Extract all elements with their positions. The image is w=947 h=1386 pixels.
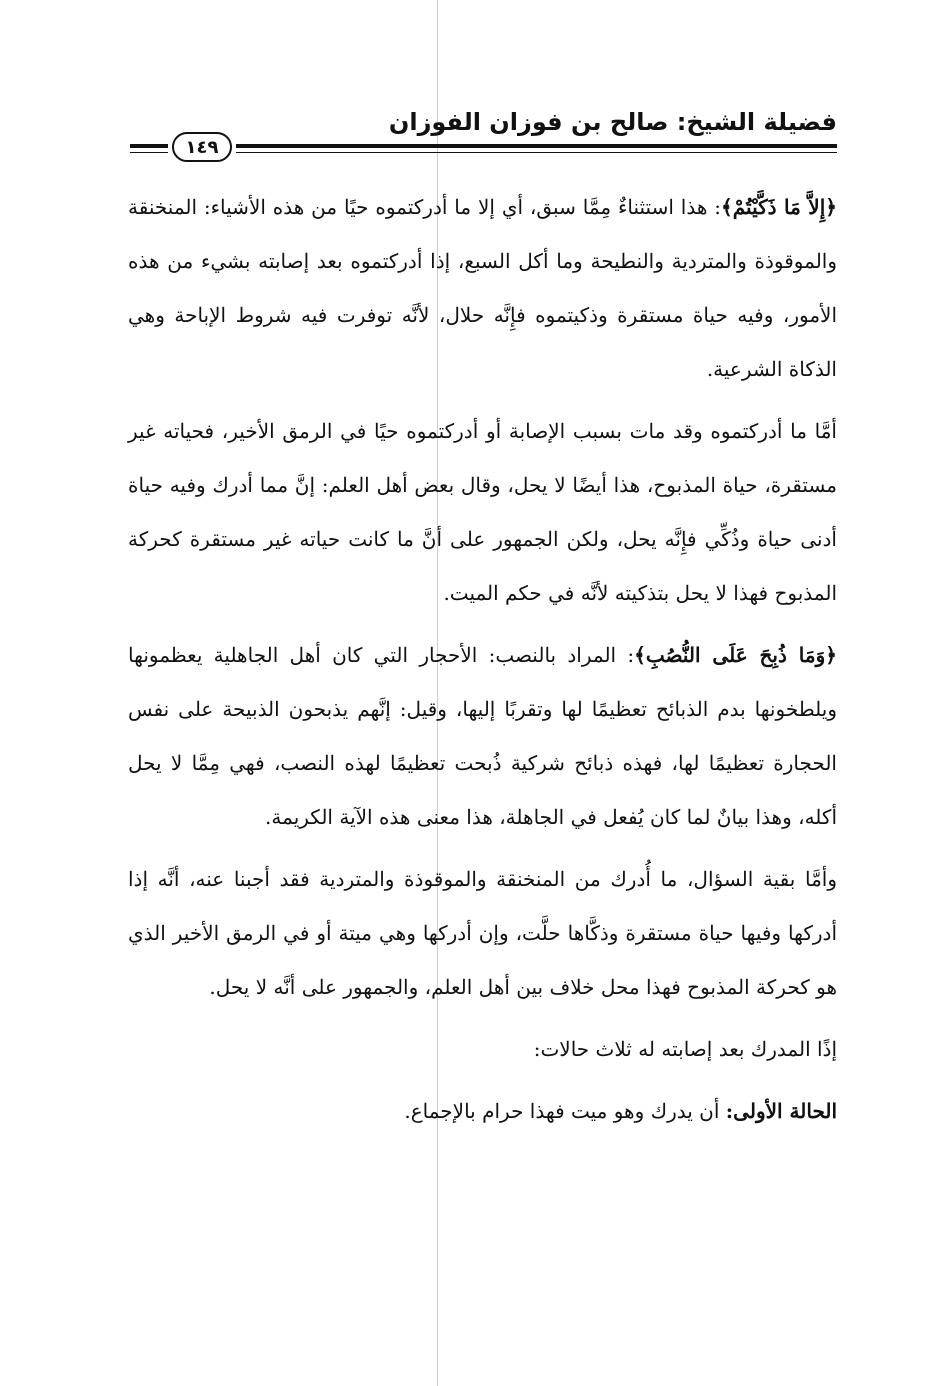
body-text — [128, 180, 837, 1146]
paragraph-2 — [128, 404, 837, 620]
header-rule-left-thin — [130, 152, 168, 153]
header-rule-thin — [236, 152, 837, 153]
paragraph-text: : المراد بالنصب: الأحجار التي كان أهل الجاهلية يعظمونها ويلطخونها بدم الذبائح تعظيمًا لها وتقربًا إليها، وقيل: إنَّهم يذبحون الذبيحة على نفس الحجارة تعظيمًا لها، فهذه ذبائح شركية ذُبحت تعظيمًا لهذه النصب، فهي مِمَّا لا يحل أكله، وهذا بيانٌ لما كان يُفعل في الجاهلة، هذا معنى هذه الآية الكريمة. — [128, 643, 837, 829]
paragraph-1 — [128, 180, 837, 396]
paragraph-3 — [128, 628, 837, 844]
quran-quote: ﴿إِلاَّ مَا ذَكَّيْتُمْ﴾ — [721, 195, 837, 219]
quran-quote: ﴿وَمَا ذُبِحَ عَلَى النُّصُبِ﴾ — [634, 643, 837, 667]
paragraph-text: إذًا المدرك بعد إصابته له ثلاث حالات: — [533, 1037, 837, 1061]
header-rule-left-thick — [130, 144, 168, 148]
paragraph-5 — [128, 1022, 837, 1076]
header-rule-thick — [236, 144, 837, 148]
paragraph-text: وأمَّا بقية السؤال، ما أُدرك من المنخنقة والموقوذة والمتردية فقد أجبنا عنه، أنَّه إذا أدركها وفيها حياة مستقرة وذكَّاها حلَّت، وإن أدركها وهي ميتة أو في الرمق الأخير الذي هو كحركة المذبوح فهذا محل خلاف بين أهل العلم، والجمهور على أنَّه لا يحل. — [128, 867, 837, 999]
paragraph-4 — [128, 852, 837, 1014]
paragraph-text: : هذا استثناءٌ مِمَّا سبق، أي إلا ما أدركتموه حيًا من هذه الأشياء: المنخنقة والموقوذة والمتردية والنطيحة وما أكل السبع، إذا أدركتموه بعد إصابته بشيء من هذه الأمور، وفيه حياة مستقرة وذكيتموه فإِنَّه حلال، لأنَّه توفرت فيه شروط الإباحة وهي الذكاة الشرعية. — [128, 195, 837, 381]
paragraph-text: أن يدرك وهو ميت فهذا حرام بالإجماع. — [404, 1099, 726, 1123]
page-number: ١٤٩ — [172, 132, 232, 162]
case-heading: الحالة الأولى: — [725, 1099, 837, 1123]
paragraph-text: أمَّا ما أدركتموه وقد مات بسبب الإصابة أو أدركتموه حيًا في الرمق الأخير، فحياته غير مستقرة، حياة المذبوح، هذا أيضًا لا يحل، وقال بعض أهل العلم: إنَّ مما أدرك وفيه حياة أدنى حياة وذُكِّي فإِنَّه يحل، ولكن الجمهور على أنَّ ما كانت حياته غير مستقرة كحركة المذبوح فهذا لا يحل بتذكيته لأنَّه في حكم الميت. — [128, 419, 837, 605]
paragraph-6 — [128, 1084, 837, 1138]
running-header-title: فضيلة الشيخ: صالح بن فوزان الفوزان — [388, 108, 837, 136]
